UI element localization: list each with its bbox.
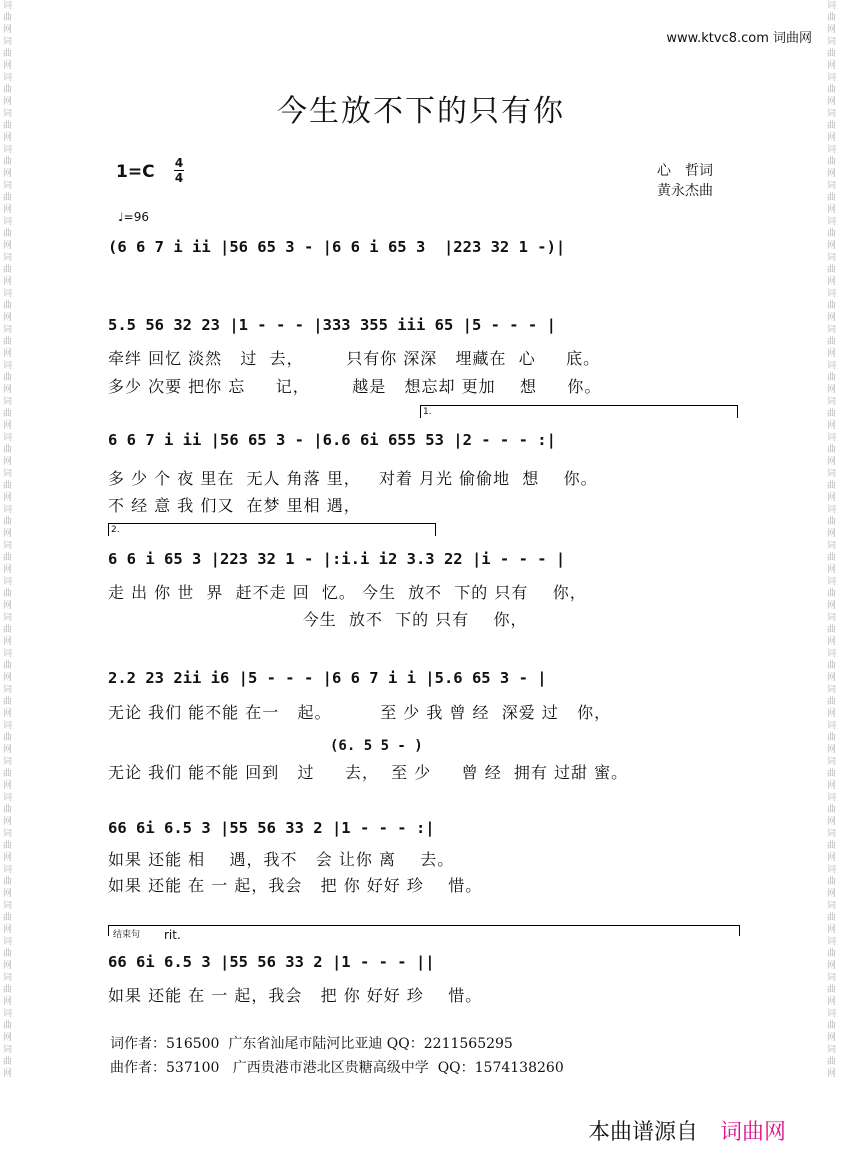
ending-bracket: [108, 925, 740, 942]
lyric-line-1b: 多少 次要 把你 忘 记， 越是 想忘却 更加 想 你。: [108, 377, 602, 396]
lyric-line-5a: 如果 还能 相 遇，我不 会 让你 离 去。: [108, 850, 455, 869]
lyric-line-2b: 不 经 意 我 们又 在梦 里相 遇，: [108, 496, 361, 515]
lyric-line-3b: 今生 放不 下的 只有 你，: [108, 610, 528, 629]
watermark-left: 词曲网词曲网词曲网词曲网词曲网词曲网词曲网词曲网词曲网词曲网词曲网词曲网词曲网词曲网词曲网词曲网词曲网词曲网词曲网词曲网词曲网词曲网词曲网词曲网词曲网词曲网词曲网词曲网词曲网词曲网: [3, 1, 13, 1079]
composer: 黄永杰曲: [657, 183, 713, 199]
site-link[interactable]: www.ktvc8.com 词曲网: [666, 31, 812, 46]
ending-label: 结束句: [113, 930, 141, 940]
source-note: [588, 1115, 786, 1146]
score-line-1: 5.5 56 32 23 |1 - - - |333 355 iii 65 |5 - - - |: [108, 316, 556, 334]
score-line-4: 2.2 23 2ii i6 |5 - - - |6 6 7 i i |5.6 65 3 - |: [108, 669, 547, 687]
volta-second: 2.: [108, 523, 436, 536]
lyric-line-4b: 无论 我们 能不能 回到 过 去， 至 少 曾 经 拥有 过甜 蜜。: [108, 763, 629, 782]
song-title: 今生放不下的只有你: [277, 94, 565, 129]
time-bottom: 4: [174, 171, 184, 185]
watermark-right: 词曲网词曲网词曲网词曲网词曲网词曲网词曲网词曲网词曲网词曲网词曲网词曲网词曲网词曲网词曲网词曲网词曲网词曲网词曲网词曲网词曲网词曲网词曲网词曲网词曲网词曲网词曲网词曲网词曲网词曲网: [827, 1, 837, 1079]
composer-info: 曲作者：537100 广西贵港市港北区贵糖高级中学 QQ：1574138260: [110, 1060, 564, 1076]
score-line-6: 66 6i 6.5 3 |55 56 33 2 |1 - - - ||: [108, 953, 435, 971]
source-label: 本曲谱源自: [588, 1120, 699, 1145]
time-signature: [174, 156, 184, 185]
tempo-mark: ♩=96: [118, 210, 149, 224]
lyric-line-4a: 无论 我们 能不能 在一 起。 至 少 我 曾 经 深爱 过 你，: [108, 703, 612, 722]
lyric-line-2a: 多 少 个 夜 里在 无人 角落 里， 对着 月光 偷偷地 想 你。: [108, 469, 598, 488]
source-brand[interactable]: 词曲网: [720, 1120, 787, 1145]
score-line-2: 6 6 7 i ii |56 65 3 - |6.6 6i 655 53 |2 - - - :|: [108, 431, 556, 449]
time-top: 4: [174, 156, 184, 170]
rit-mark: rit.: [164, 928, 181, 942]
lyric-line-5b: 如果 还能 在 一 起，我会 把 你 好好 珍 惜。: [108, 876, 483, 895]
lyric-line-3a: 走 出 你 世 界 赶不走 回 忆。 今生 放不 下的 只有 你，: [108, 583, 587, 602]
lyric-line-6a: 如果 还能 在 一 起，我会 把 你 好好 珍 惜。: [108, 986, 483, 1005]
score-line-5: 66 6i 6.5 3 |55 56 33 2 |1 - - - :|: [108, 819, 435, 837]
score-line-intro: (6 6 7 i ii |56 65 3 - |6 6 i 65 3 |223 32 1 -)|: [108, 238, 566, 256]
key-signature: 1=C: [116, 162, 155, 182]
alt-notes: (6. 5 5 - ): [330, 738, 423, 754]
score-line-3: 6 6 i 65 3 |223 32 1 - |:i.i i2 3.3 22 |i - - - |: [108, 550, 566, 568]
lyric-line-1a: 牵绊 回忆 淡然 过 去， 只有你 深深 埋藏在 心 底。: [108, 349, 601, 368]
volta-first: 1.: [420, 405, 738, 418]
lyricist: 心 哲词: [657, 163, 713, 179]
lyricist-info: 词作者：516500 广东省汕尾市陆河比亚迪 QQ：2211565295: [110, 1036, 513, 1052]
